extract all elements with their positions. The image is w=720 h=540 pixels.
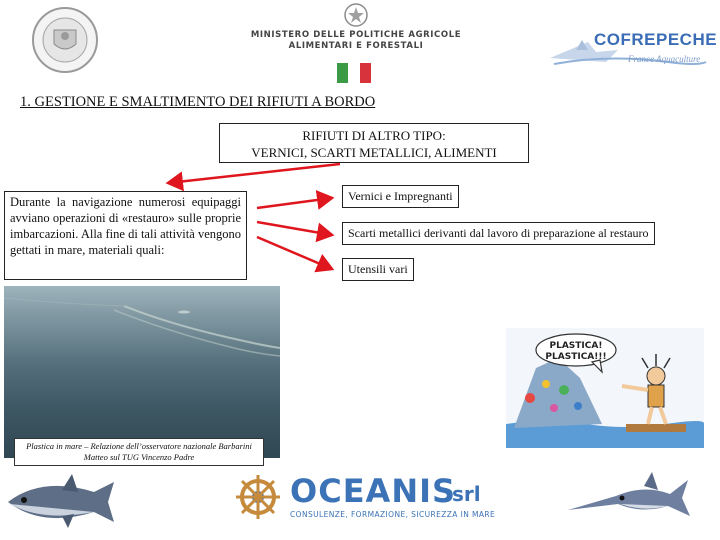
arrow-to-intro [168, 164, 340, 183]
photo-caption: Plastica in mare – Relazione dell’osservatore nazionale Barbarini Matteo sul TUG Vincenzo Padre [14, 438, 264, 466]
category-line2: VERNICI, SCARTI METALLICI, ALIMENTI [251, 145, 497, 160]
tuna-illustration [2, 468, 132, 534]
ship-wheel-logo-icon [234, 473, 282, 521]
ministry-name-line1: MINISTERO DELLE POLITICHE AGRICOLE [250, 30, 462, 40]
option-scarti-metallici: Scarti metallici derivanti dal lavoro di preparazione al restauro [342, 222, 655, 245]
oceanis-brand-name: OCEANIS [290, 472, 457, 510]
ministry-name-line2: ALIMENTARI E FORESTALI [288, 41, 424, 51]
cartoon-bubble-line1: PLASTICA! [549, 341, 603, 351]
plastic-cartoon-illustration [506, 328, 704, 448]
slide-title: 1. GESTIONE E SMALTIMENTO DEI RIFIUTI A BORDO [20, 94, 376, 110]
oceanis-brand-suffix: srl [452, 482, 481, 506]
option-utensili: Utensili vari [342, 258, 414, 281]
sea-plastic-photo [4, 286, 280, 458]
cofrepeche-tagline: France Aquaculture [628, 54, 701, 64]
option-vernici: Vernici e Impregnanti [342, 185, 459, 208]
intro-text-box: Durante la navigazione numerosi equipaggi avviano operazioni di «restauro» sulle proprie imbarcazioni. Alla fine di tali attività vengono gettati in mare, materiali quali: [4, 191, 247, 280]
oceanis-tagline: CONSULENZE, FORMAZIONE, SICUREZZA IN MARE [290, 510, 496, 519]
arrow-to-option-3 [257, 237, 332, 269]
cofrepeche-name: COFREPECHE [594, 30, 718, 49]
arrow-to-option-2 [257, 222, 332, 235]
cartoon-bubble-line2: PLASTICA!!! [545, 352, 607, 362]
swordfish-illustration [564, 470, 694, 524]
category-line1: RIFIUTI DI ALTRO TIPO: [302, 128, 446, 143]
arrow-to-option-1 [257, 198, 332, 208]
